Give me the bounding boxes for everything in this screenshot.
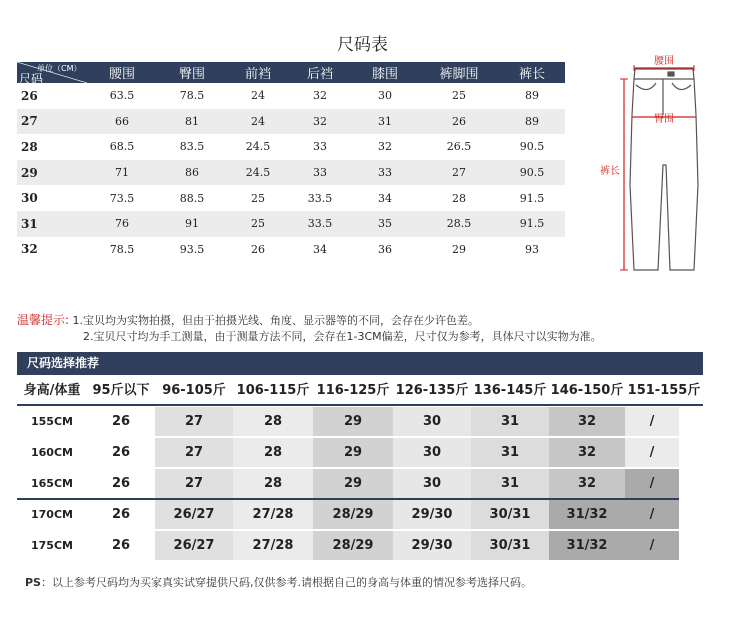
recommend-cell: / [625, 499, 679, 530]
length-measure [600, 79, 628, 270]
size-row [17, 134, 565, 160]
size-row [17, 211, 565, 237]
col-header-front-rise: 前裆 [227, 62, 289, 83]
measure-cell: 25 [452, 89, 466, 103]
size-chart-corner [17, 62, 87, 86]
size-cell: 28 [21, 139, 38, 154]
recommend-cell: / [625, 407, 679, 437]
measure-cell: 66 [87, 109, 157, 135]
col-header-leg-opening: 裤脚围 [419, 62, 499, 83]
measure-cell: 25 [251, 191, 265, 205]
recommend-cell: / [625, 530, 679, 561]
recommend-cell: 29/30 [393, 530, 471, 561]
rec-header-col: 95斤以下 [92, 383, 150, 398]
measure-cell: 63.5 [109, 89, 135, 103]
hip-measure [632, 113, 696, 125]
ps-label: PS [25, 576, 41, 589]
measure-cell: 31 [351, 109, 419, 135]
recommend-cell: 26/27 [155, 499, 233, 530]
measure-cell: 86 [157, 160, 227, 186]
tips-line-1: 1.宝贝均为实物拍摄，但由于拍摄光线、角度、显示器等的不同，会存在少许色差。 [72, 314, 480, 327]
measure-cell: 24.5 [245, 140, 271, 154]
col-header-length: 裤长 [499, 62, 565, 83]
recommend-title: 尺码选择推荐 [17, 352, 703, 375]
recommend-cell: 29 [313, 437, 393, 468]
recommend-cell: 31 [471, 437, 549, 468]
height-cell: 155CM [17, 407, 87, 437]
ps-text: ：以上参考尺码均为买家真实试穿提供尺码,仅供参考.请根据自己的身高与体重的情况参考选择尺码。 [40, 576, 532, 589]
measure-cell: 32 [378, 140, 392, 154]
measure-cell: 32 [289, 109, 351, 135]
recommend-cell: 27 [155, 468, 233, 499]
recommend-cell: 26/27 [155, 530, 233, 561]
measure-cell: 36 [378, 242, 392, 256]
pants-diagram [590, 55, 735, 285]
measure-cell: 89 [499, 109, 565, 135]
recommend-cell: / [625, 437, 679, 468]
size-row [17, 185, 565, 211]
recommend-cell: 30 [393, 437, 471, 468]
page-title: 尺码表 [337, 35, 388, 55]
measure-cell: 76 [87, 211, 157, 237]
size-cell: 29 [17, 160, 87, 186]
recommend-row [17, 468, 679, 499]
recommend-row [17, 407, 679, 437]
measure-cell: 89 [525, 89, 539, 103]
size-cell: 31 [17, 211, 87, 237]
measure-cell: 29 [452, 242, 466, 256]
measure-cell: 25 [227, 211, 289, 237]
recommend-cell: 28/29 [313, 499, 393, 530]
recommend-cell: 31 [471, 407, 549, 437]
size-chart-table [17, 62, 565, 262]
recommend-cell: 32 [549, 468, 625, 499]
measure-cell: 90.5 [519, 140, 545, 154]
measure-cell: 33.5 [289, 211, 351, 237]
recommend-cell: 27 [155, 407, 233, 437]
measure-cell: 93 [525, 242, 539, 256]
recommend-cell: 27/28 [233, 530, 313, 561]
recommend-table [17, 407, 679, 562]
size-row [17, 109, 565, 135]
measure-cell: 78.5 [179, 89, 205, 103]
measure-cell: 88.5 [179, 191, 205, 205]
size-corner-label: 尺码 [19, 72, 44, 86]
recommend-cell: 26 [87, 530, 155, 561]
measure-cell: 34 [378, 191, 392, 205]
measure-cell: 81 [157, 109, 227, 135]
measure-cell: 32 [313, 89, 327, 103]
measure-cell: 27 [419, 160, 499, 186]
recommend-cell: 29 [313, 468, 393, 499]
rec-header-col: 106-115斤 [236, 383, 310, 398]
recommend-cell: 27/28 [233, 499, 313, 530]
recommend-cell: 26 [87, 468, 155, 499]
measure-cell: 83.5 [179, 140, 205, 154]
col-header-waist: 腰围 [87, 62, 157, 83]
recommend-cell: 27 [155, 437, 233, 468]
recommend-cell: 29/30 [393, 499, 471, 530]
measure-cell: 24 [227, 109, 289, 135]
tips-line-2: 2.宝贝尺寸均为手工测量，由于测量方法不同，会存在1-3CM偏差，尺寸仅为参考，具体尺寸以实物为准。 [83, 330, 602, 343]
ps-note [25, 574, 532, 590]
recommend-cell: 31 [471, 468, 549, 499]
measure-cell: 91.5 [519, 191, 545, 205]
measure-cell: 26.5 [446, 140, 472, 154]
recommend-header-row [17, 378, 703, 406]
measure-cell: 26 [251, 242, 265, 256]
recommend-cell: 26 [87, 499, 155, 530]
recommend-cell: 32 [549, 407, 625, 437]
recommend-cell: / [625, 468, 679, 499]
waist-label: 腰围 [654, 56, 674, 67]
size-row [17, 160, 565, 186]
recommend-cell: 31/32 [549, 499, 625, 530]
recommend-cell: 28 [233, 437, 313, 468]
rec-header-col: 126-135斤 [395, 383, 469, 398]
col-header-knee: 膝围 [351, 62, 419, 83]
recommend-cell: 30 [393, 468, 471, 499]
size-row [17, 83, 565, 109]
measure-cell: 34 [313, 242, 327, 256]
col-header-back-rise: 后裆 [289, 62, 351, 83]
measure-cell: 68.5 [109, 140, 135, 154]
waist-measure [634, 55, 694, 71]
recommend-cell: 30/31 [471, 530, 549, 561]
rec-header-height-weight: 身高/体重 [23, 383, 81, 398]
measure-cell: 78.5 [109, 242, 135, 256]
height-cell: 160CM [17, 437, 87, 468]
size-cell: 27 [17, 109, 87, 135]
recommend-body [17, 407, 679, 561]
recommend-cell: 28 [233, 468, 313, 499]
measure-cell: 91.5 [499, 211, 565, 237]
size-cell: 32 [21, 242, 38, 257]
height-cell: 175CM [17, 530, 87, 561]
recommend-cell: 28/29 [313, 530, 393, 561]
measure-cell: 26 [419, 109, 499, 135]
measure-cell: 93.5 [179, 242, 205, 256]
measure-cell: 73.5 [109, 191, 135, 205]
measure-cell: 33 [289, 160, 351, 186]
measure-cell: 35 [351, 211, 419, 237]
recommend-cell: 30/31 [471, 499, 549, 530]
measure-cell: 33 [313, 140, 327, 154]
size-chart-body [17, 83, 565, 262]
recommend-cell: 29 [313, 407, 393, 437]
measure-cell: 30 [378, 89, 392, 103]
size-cell: 26 [21, 88, 38, 103]
rec-header-col: 96-105斤 [162, 383, 226, 398]
size-chart-header [17, 62, 565, 83]
recommend-cell: 26 [87, 407, 155, 437]
recommend-cell: 28 [233, 407, 313, 437]
tips-block [17, 312, 602, 345]
recommend-cell: 32 [549, 437, 625, 468]
pants-outline [630, 69, 698, 270]
recommend-cell: 30 [393, 407, 471, 437]
recommend-cell: 26 [87, 437, 155, 468]
measure-cell: 28.5 [419, 211, 499, 237]
size-row [17, 237, 565, 263]
rec-header-col: 116-125斤 [316, 383, 390, 398]
recommend-row [17, 499, 679, 530]
height-cell: 170CM [17, 499, 87, 530]
measure-cell: 28 [452, 191, 466, 205]
rec-header-col: 136-145斤 [473, 383, 547, 398]
measure-cell: 71 [87, 160, 157, 186]
recommend-cell: 31/32 [549, 530, 625, 561]
tips-label: 温馨提示: [17, 313, 70, 327]
rec-header-col: 146-150斤 [550, 383, 624, 398]
hip-label: 臀围 [654, 114, 674, 125]
height-cell: 165CM [17, 468, 87, 499]
measure-cell: 24.5 [227, 160, 289, 186]
measure-cell: 91 [157, 211, 227, 237]
recommend-row [17, 530, 679, 561]
measure-cell: 33 [351, 160, 419, 186]
rec-header-col: 151-155斤 [627, 383, 701, 398]
recommend-row [17, 437, 679, 468]
length-label: 裤长 [600, 166, 620, 177]
measure-cell: 33.5 [307, 191, 333, 205]
size-cell: 30 [21, 191, 38, 206]
unit-label: 单位（CM） [37, 64, 82, 73]
measure-cell: 90.5 [499, 160, 565, 186]
col-header-hip: 臀围 [157, 62, 227, 83]
measure-cell: 24 [251, 89, 265, 103]
